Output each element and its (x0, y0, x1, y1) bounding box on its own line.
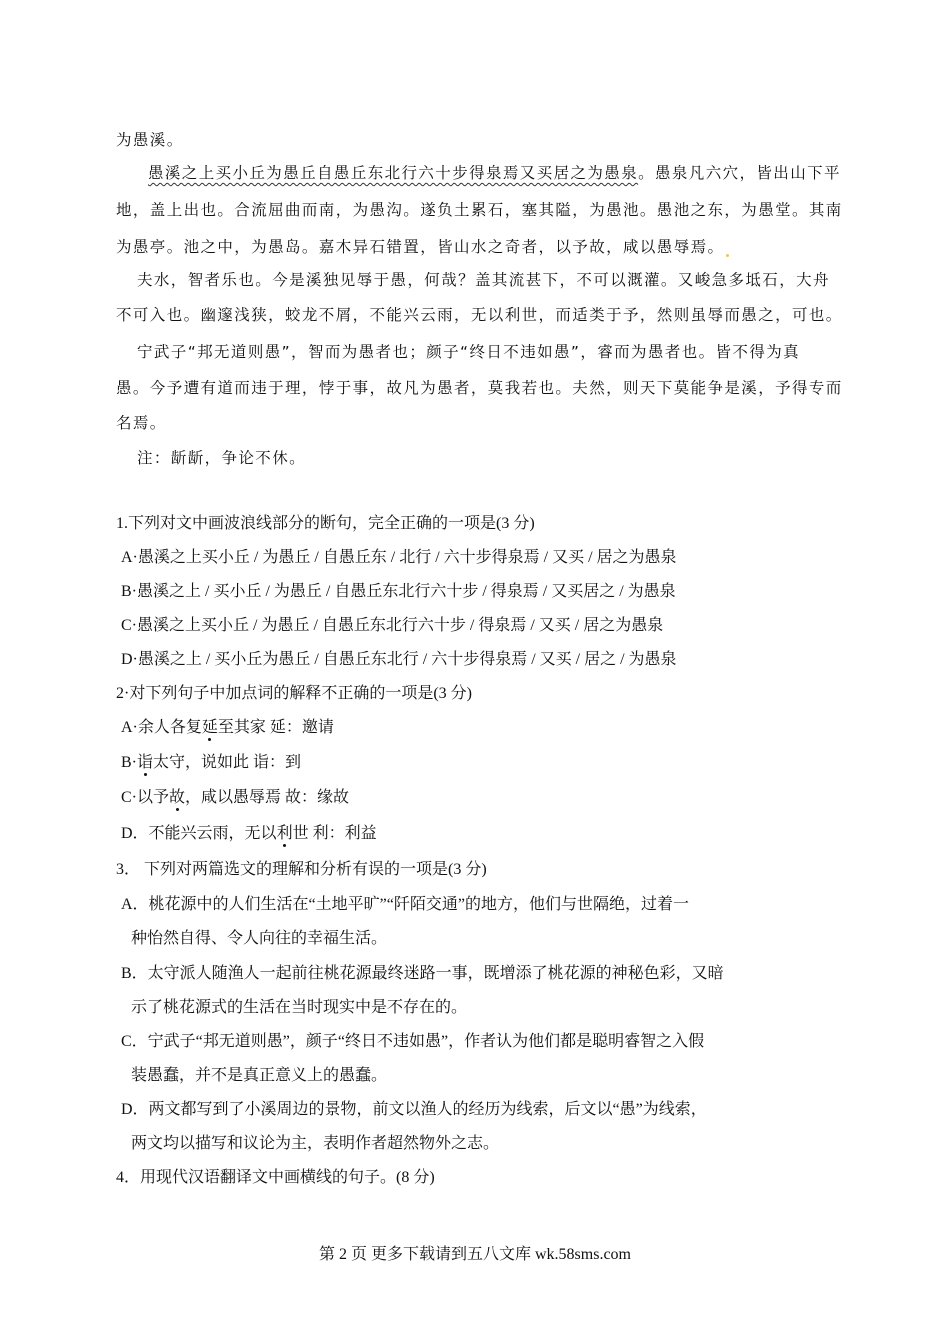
dotted-word: 诣 (137, 754, 154, 771)
question-3-option-b-line-1: B．太守派人随渔人一起前往桃花源最终迷路一事，既增添了桃花源的神秘色彩，又暗 (121, 965, 724, 982)
dotted-word: 故 (169, 789, 186, 806)
question-3-option-c-line-2: 装愚蠢，并不是真正意义上的愚蠢。 (131, 1067, 388, 1084)
question-3-option-a-line-2: 种怡然自得、令人向往的幸福生活。 (131, 930, 388, 947)
question-3-stem: 3． 下列对两篇选文的理解和分析有误的一项是(3 分) (116, 861, 487, 878)
stray-mark-icon (726, 254, 729, 257)
question-2-stem: 2·对下列句子中加点词的解释不正确的一项是(3 分) (116, 685, 472, 702)
question-3-option-c-line-1: C．宁武子“邦无道则愚”，颜子“终日不违如愚”，作者认为他们都是聪明睿智之入假 (121, 1033, 705, 1050)
question-2-option-d: D．不能兴云雨，无以利世 利：利益 (121, 825, 377, 842)
question-4-stem: 4．用现代汉语翻译文中画横线的句子。(8 分) (116, 1169, 435, 1186)
question-2-option-c: C·以予故，咸以愚辱焉 故：缘故 (121, 789, 350, 806)
passage-paragraph-2-line-3: 为愚亭。池之中，为愚岛。嘉木异石错置，皆山水之奇者，以予故，咸以愚辱焉。 (116, 237, 729, 257)
passage-paragraph-4-line-1: 宁武子“邦无道则愚”，智而为愚者也；颜子“终日不违如愚”，睿而为愚者也。皆不得为真 (137, 343, 801, 361)
passage-paragraph-4-line-3: 名焉。 (116, 414, 167, 432)
question-2-option-a: A·余人各复延至其家 延：邀请 (121, 719, 334, 736)
passage-paragraph-4-line-2: 愚。今予遭有道而违于理，悖于事，故凡为愚者，莫我若也。夫然，则天下莫能争是溪，予得专而 (116, 379, 843, 397)
question-1-option-b: B·愚溪之上 / 买小丘 / 为愚丘 / 自愚丘东北行六十步 / 得泉焉 / 又买居之 / 为愚泉 (121, 583, 676, 600)
passage-paragraph-3-line-1: 夫水，智者乐也。今是溪独见辱于愚，何哉？盖其流甚下，不可以溉灌。又峻急多坻石，大舟 (137, 271, 830, 289)
passage-paragraph-3-line-2: 不可入也。幽邃浅狭，蛟龙不屑，不能兴云雨，无以利世，而适类于予，然则虽辱而愚之，可也。 (116, 306, 843, 324)
question-1-option-c: C·愚溪之上买小丘 / 为愚丘 / 自愚丘东北行六十步 / 得泉焉 / 又买 / 居之为愚泉 (121, 617, 664, 634)
question-3-option-a-line-1: A．桃花源中的人们生活在“土地平旷”“阡陌交通”的地方，他们与世隔绝，过着一 (121, 896, 689, 913)
page-footer: 第 2 页 更多下载请到五八文库 wk.58sms.com (318, 1246, 631, 1263)
question-2-option-b: B·诣太守，说如此 诣：到 (121, 754, 302, 771)
passage-line-0: 为愚溪。 (116, 131, 184, 149)
question-1-option-a: A·愚溪之上买小丘 / 为愚丘 / 自愚丘东 / 北行 / 六十步得泉焉 / 又买 / 居之为愚泉 (121, 549, 677, 566)
question-3-option-b-line-2: 示了桃花源式的生活在当时现实中是不存在的。 (131, 999, 468, 1016)
dotted-word: 利 (276, 825, 293, 842)
question-3-option-d-line-2: 两文均以描写和议论为主，表明作者超然物外之志。 (131, 1135, 500, 1152)
question-1-stem: 1.下列对文中画波浪线部分的断句，完全正确的一项是(3 分) (116, 515, 535, 532)
dotted-word: 延 (201, 719, 218, 736)
passage-note: 注：龂龂，争论不休。 (137, 449, 307, 467)
passage-paragraph-2-line-2: 地，盖上出也。合流屈曲而南，为愚沟。遂负土累石，塞其隘，为愚池。愚池之东，为愚堂。其南 (116, 201, 843, 219)
question-1-option-d: D·愚溪之上 / 买小丘为愚丘 / 自愚丘东北行 / 六十步得泉焉 / 又买 / 居之 / 为愚泉 (121, 651, 677, 668)
wavy-underlined-sentence: 愚溪之上买小丘为愚丘自愚丘东北行六十步得泉焉又买居之为愚泉 (148, 164, 639, 182)
passage-paragraph-2-line-1: 愚溪之上买小丘为愚丘自愚丘东北行六十步得泉焉又买居之为愚泉。愚泉凡六穴，皆出山下平 (148, 164, 841, 182)
question-3-option-d-line-1: D．两文都写到了小溪周边的景物，前文以渔人的经历为线索，后文以“愚”为线索， (121, 1101, 707, 1118)
